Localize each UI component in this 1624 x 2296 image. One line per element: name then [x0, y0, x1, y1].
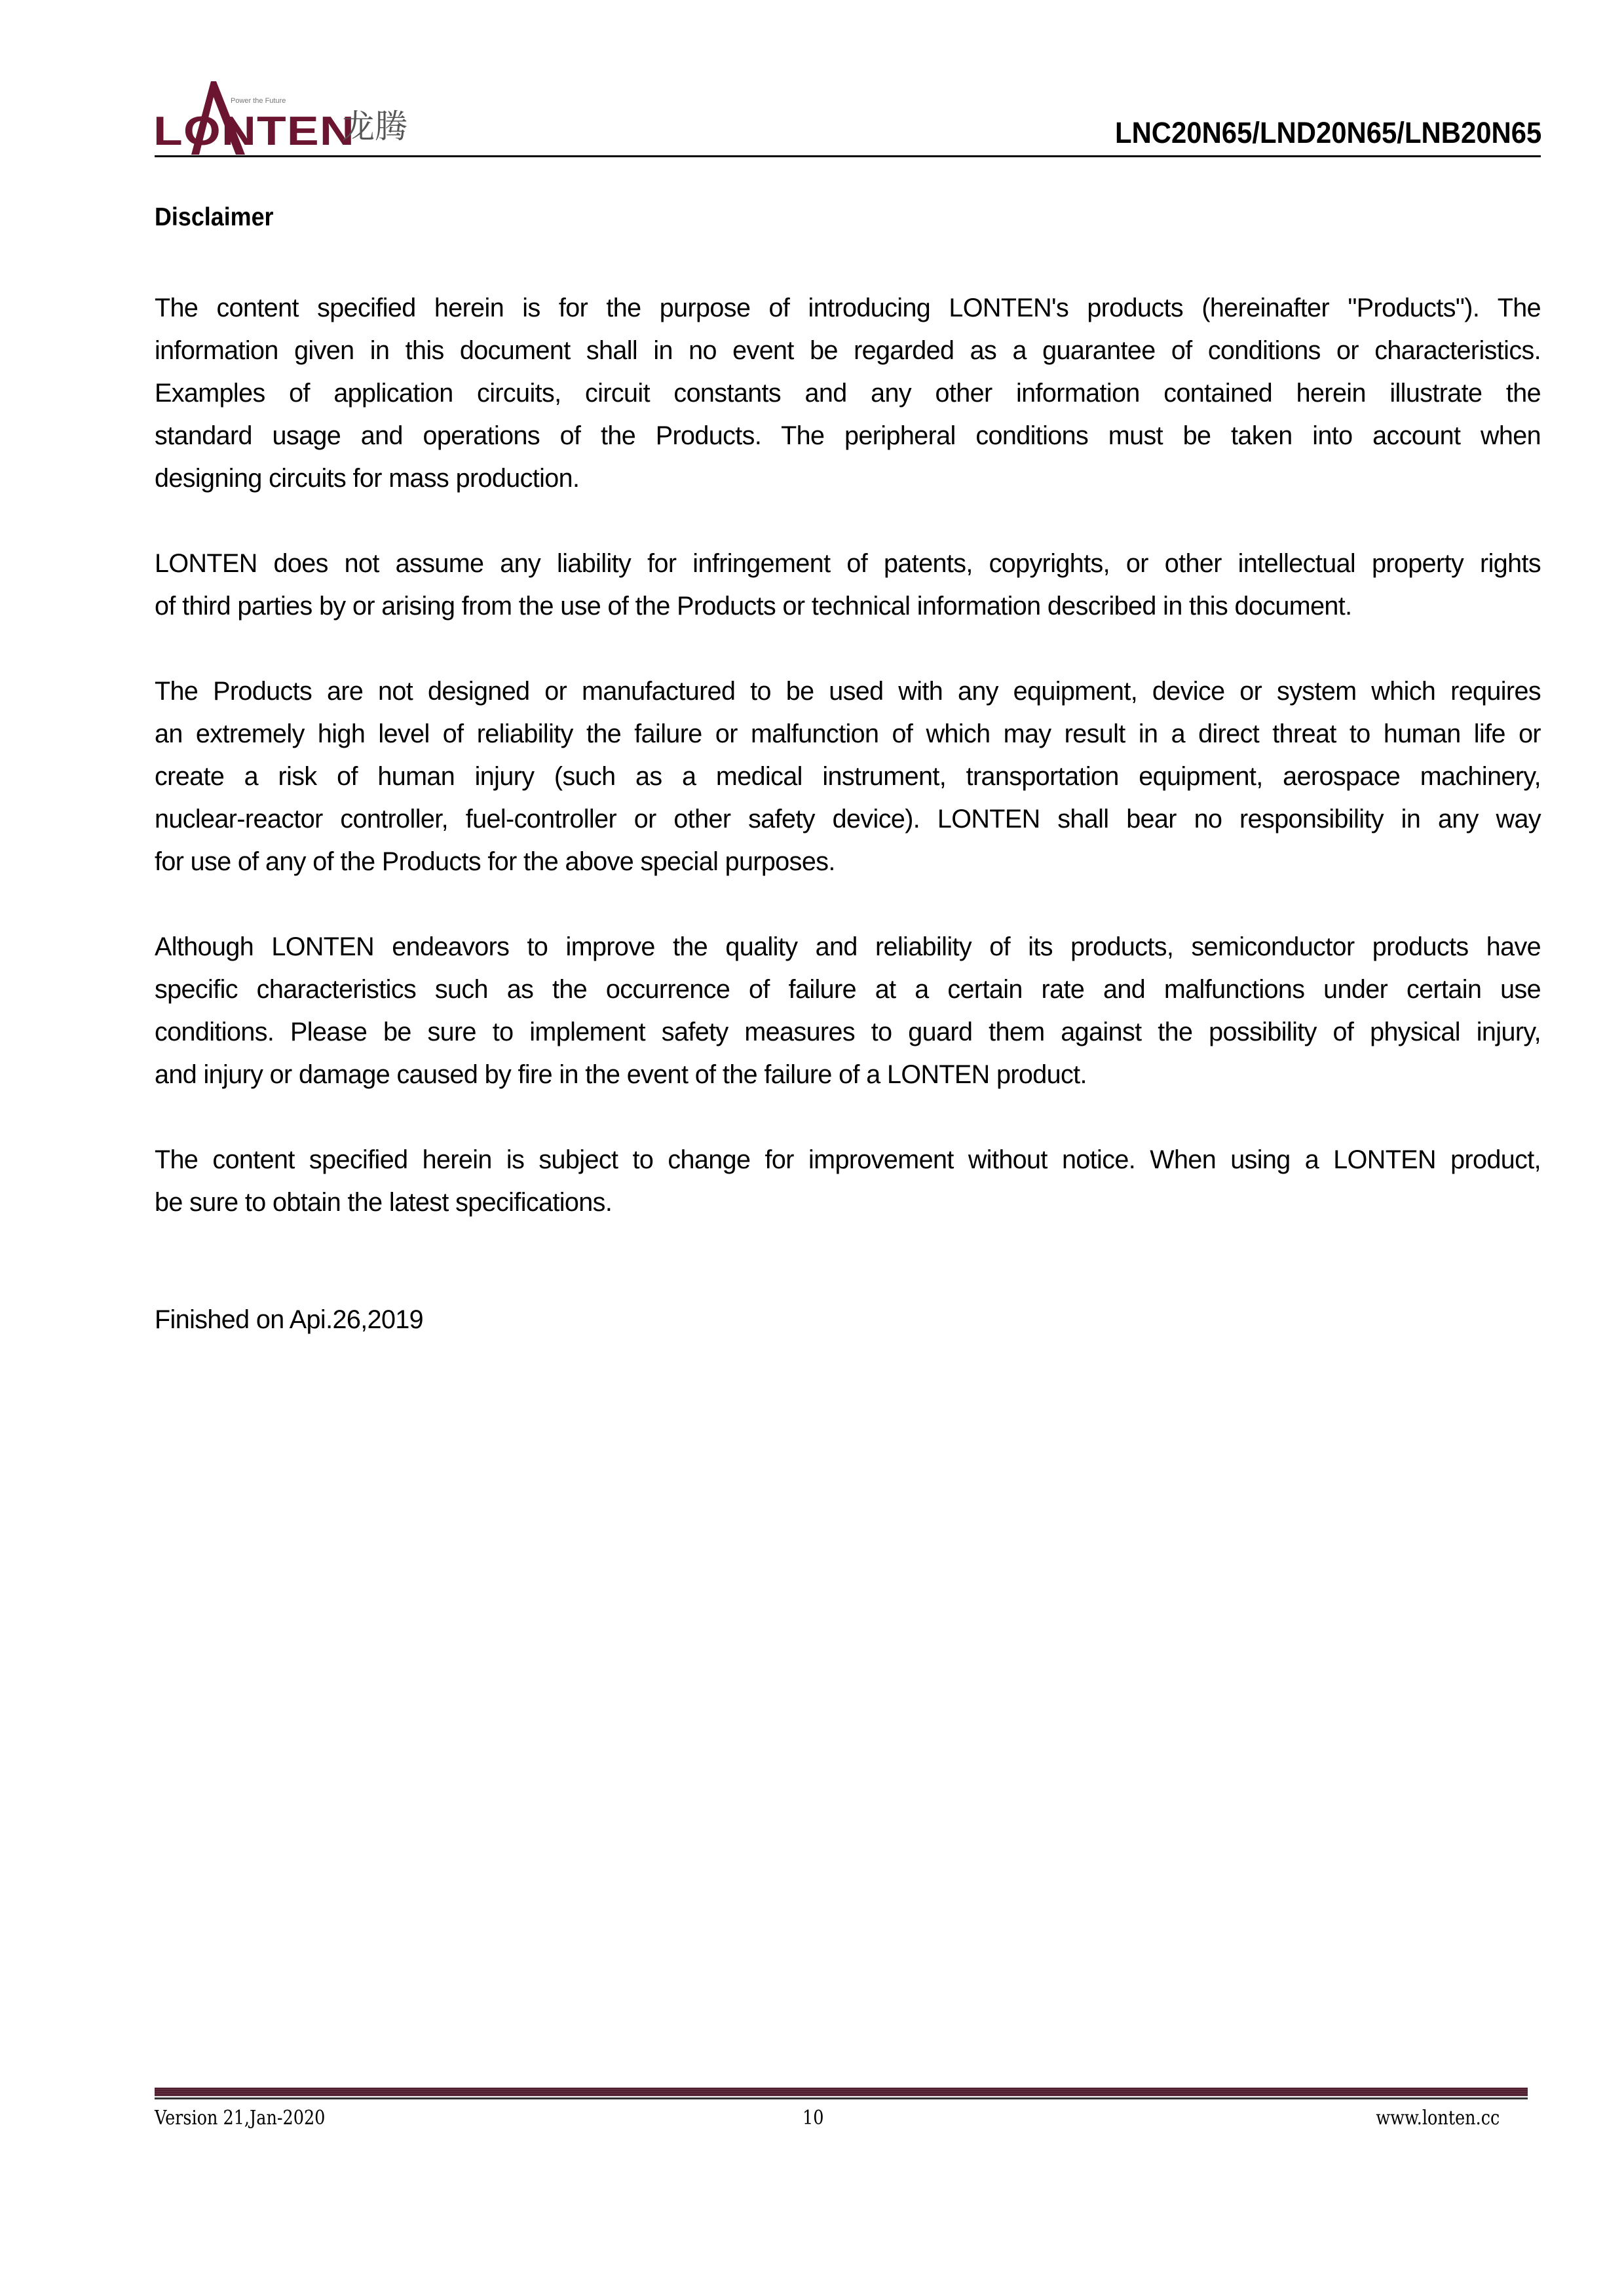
disclaimer-body [155, 287, 1541, 1267]
footer-website-link[interactable]: www.lonten.cc [1376, 2107, 1500, 2130]
logo-wordmark: LONTEN [153, 109, 355, 154]
text-line: Examples of application circuits, circuit constants and any other information contained herein illustrate the [155, 379, 1541, 408]
logo-chinese-name: 龙腾 [342, 107, 407, 145]
text-line: Although LONTEN endeavors to improve the quality and reliability of its products, semiconductor products have [155, 932, 1541, 961]
section-heading: Disclaimer [155, 203, 274, 231]
footer-version: Version 21,Jan-2020 [155, 2107, 326, 2130]
text-line: nuclear-reactor controller, fuel-controller or other safety device). LONTEN shall bear no responsibility in any way [155, 805, 1541, 833]
text-line: and injury or damage caused by fire in the event of the failure of a LONTEN product. [155, 1060, 1087, 1089]
paragraph-reliability [155, 926, 1541, 1096]
footer-divider [155, 2097, 1528, 2099]
text-line: standard usage and operations of the Products. The peripheral conditions must be taken into account when [155, 421, 1541, 450]
finished-date-note: Finished on Api.26,2019 [155, 1305, 424, 1334]
text-line: The Products are not designed or manufactured to be used with any equipment, device or system which requires [155, 677, 1541, 706]
text-line: be sure to obtain the latest specifications. [155, 1188, 613, 1217]
company-logo [153, 77, 428, 159]
text-line: an extremely high level of reliability the failure or malfunction of which may result in a direct threat to human life or [155, 719, 1541, 748]
page-number: 10 [803, 2107, 824, 2130]
text-line: conditions. Please be sure to implement safety measures to guard them against the possibility of physical injury, [155, 1018, 1541, 1046]
paragraph-liability [155, 543, 1541, 628]
footer-bar [155, 2088, 1528, 2096]
paragraph-changes [155, 1139, 1541, 1224]
text-line: of third parties by or arising from the use of the Products or technical information described in this document. [155, 592, 1352, 621]
text-line: designing circuits for mass production. [155, 464, 580, 493]
text-line: for use of any of the Products for the above special purposes. [155, 847, 835, 876]
paragraph-intro [155, 287, 1541, 500]
logo-tagline: Power the Future [231, 97, 286, 105]
text-line: information given in this document shall in no event be regarded as a guarantee of conditions or characteristics. [155, 336, 1541, 365]
document-code: LNC20N65/LND20N65/LNB20N65 [1114, 116, 1541, 149]
text-line: The content specified herein is subject to change for improvement without notice. When using a LONTEN product, [155, 1145, 1541, 1174]
text-line: create a risk of human injury (such as a medical instrument, transportation equipment, aerospace machinery, [155, 762, 1541, 791]
text-line: specific characteristics such as the occurrence of failure at a certain rate and malfunctions under certain use [155, 975, 1541, 1004]
paragraph-intended-use [155, 670, 1541, 883]
text-line: LONTEN does not assume any liability for infringement of patents, copyrights, or other intellectual property rights [155, 549, 1541, 578]
text-line: The content specified herein is for the purpose of introducing LONTEN's products (hereinafter "Products"). The [155, 294, 1541, 322]
header-divider [155, 155, 1541, 157]
